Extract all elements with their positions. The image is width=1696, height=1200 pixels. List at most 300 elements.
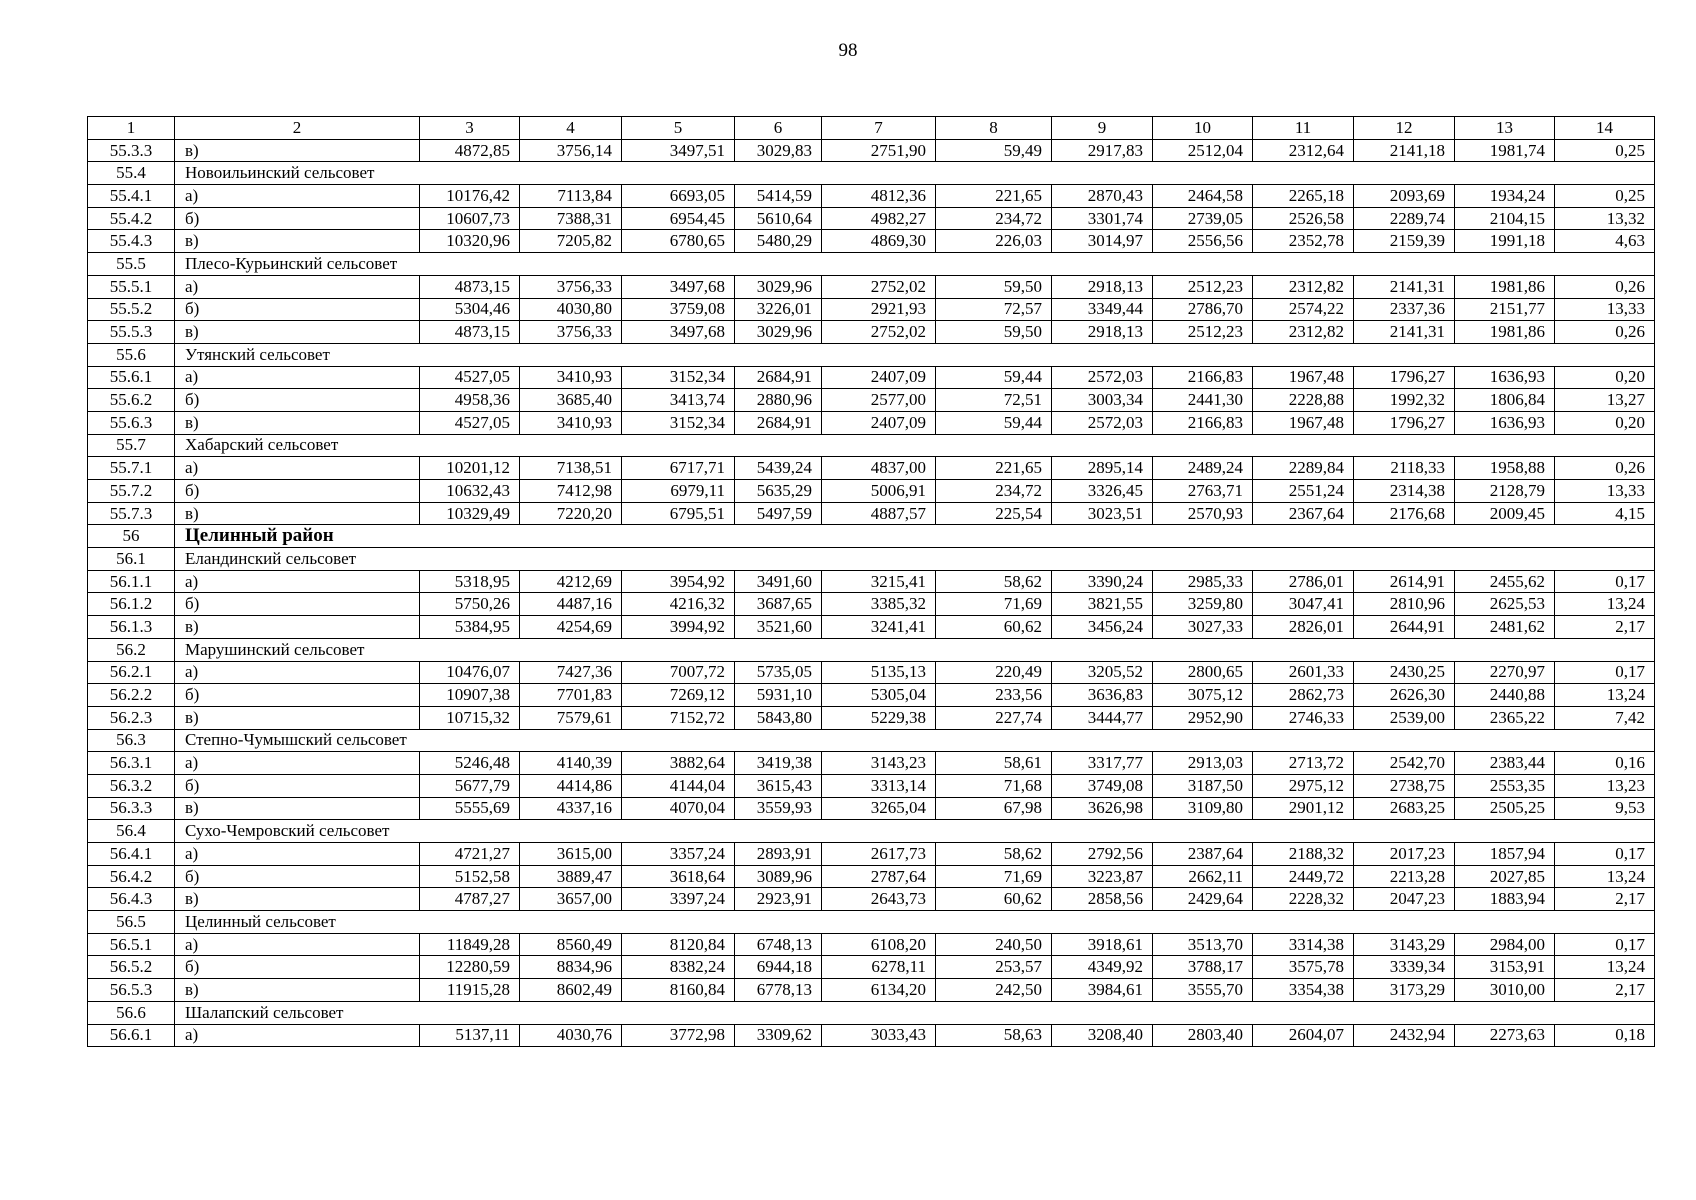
cell-value: 2009,45: [1455, 502, 1555, 525]
row-code: 55.5: [88, 253, 175, 276]
row-code: 55.4.1: [88, 185, 175, 208]
row-label: в): [175, 706, 420, 729]
cell-value: 5750,26: [420, 593, 520, 616]
cell-value: 2017,23: [1354, 843, 1455, 866]
row-label: а): [175, 366, 420, 389]
table-body: [88, 117, 1655, 1047]
cell-value: 4837,00: [822, 457, 936, 480]
cell-value: 3265,04: [822, 797, 936, 820]
cell-value: 2512,23: [1153, 321, 1253, 344]
cell-value: 5246,48: [420, 752, 520, 775]
cell-value: 71,69: [936, 865, 1052, 888]
section-title: Шалапский сельсовет: [175, 1001, 1655, 1024]
cell-value: 2539,00: [1354, 706, 1455, 729]
cell-value: 2787,64: [822, 865, 936, 888]
cell-value: 3023,51: [1052, 502, 1153, 525]
row-code: 55.4: [88, 162, 175, 185]
row-code: 55.5.3: [88, 321, 175, 344]
cell-value: 3143,29: [1354, 933, 1455, 956]
row-code: 56.5.3: [88, 979, 175, 1002]
section-title: Хабарский сельсовет: [175, 434, 1655, 457]
cell-value: 7,42: [1555, 706, 1655, 729]
cell-value: 5305,04: [822, 684, 936, 707]
cell-value: 3152,34: [622, 411, 735, 434]
cell-value: 3313,14: [822, 774, 936, 797]
table-row: [88, 1024, 1655, 1047]
row-code: 55.7.1: [88, 457, 175, 480]
cell-value: 3759,08: [622, 298, 735, 321]
cell-value: 4349,92: [1052, 956, 1153, 979]
table-row: [88, 593, 1655, 616]
cell-value: 7427,36: [520, 661, 622, 684]
cell-value: 2858,56: [1052, 888, 1153, 911]
column-header: 7: [822, 117, 936, 140]
cell-value: 221,65: [936, 457, 1052, 480]
cell-value: 2644,91: [1354, 616, 1455, 639]
cell-value: 2913,03: [1153, 752, 1253, 775]
cell-value: 2449,72: [1253, 865, 1354, 888]
cell-value: 13,32: [1555, 207, 1655, 230]
table-row: [88, 298, 1655, 321]
section-header-row: [88, 820, 1655, 843]
cell-value: 3419,38: [735, 752, 822, 775]
cell-value: 8160,84: [622, 979, 735, 1002]
cell-value: 3010,00: [1455, 979, 1555, 1002]
cell-value: 3003,34: [1052, 389, 1153, 412]
cell-value: 2739,05: [1153, 207, 1253, 230]
cell-value: 59,49: [936, 139, 1052, 162]
row-label: а): [175, 933, 420, 956]
cell-value: 10715,32: [420, 706, 520, 729]
cell-value: 7388,31: [520, 207, 622, 230]
cell-value: 13,33: [1555, 480, 1655, 503]
cell-value: 2786,01: [1253, 570, 1354, 593]
cell-value: 3259,80: [1153, 593, 1253, 616]
cell-value: 8382,24: [622, 956, 735, 979]
cell-value: 4527,05: [420, 411, 520, 434]
section-title: Новоильинский сельсовет: [175, 162, 1655, 185]
cell-value: 1806,84: [1455, 389, 1555, 412]
section-title: Утянский сельсовет: [175, 343, 1655, 366]
row-label: а): [175, 843, 420, 866]
cell-value: 2273,63: [1455, 1024, 1555, 1047]
row-label: в): [175, 502, 420, 525]
cell-value: 2918,13: [1052, 275, 1153, 298]
row-code: 55.4.3: [88, 230, 175, 253]
cell-value: 3226,01: [735, 298, 822, 321]
cell-value: 4144,04: [622, 774, 735, 797]
cell-value: 3326,45: [1052, 480, 1153, 503]
cell-value: 2383,44: [1455, 752, 1555, 775]
cell-value: 2429,64: [1153, 888, 1253, 911]
cell-value: 60,62: [936, 888, 1052, 911]
cell-value: 4,63: [1555, 230, 1655, 253]
row-code: 56.4.2: [88, 865, 175, 888]
cell-value: 58,61: [936, 752, 1052, 775]
cell-value: 3521,60: [735, 616, 822, 639]
cell-value: 0,17: [1555, 933, 1655, 956]
column-header: 6: [735, 117, 822, 140]
row-code: 55.5.2: [88, 298, 175, 321]
cell-value: 2166,83: [1153, 411, 1253, 434]
cell-value: 4721,27: [420, 843, 520, 866]
cell-value: 4872,85: [420, 139, 520, 162]
column-header: 2: [175, 117, 420, 140]
cell-value: 3954,92: [622, 570, 735, 593]
cell-value: 3410,93: [520, 366, 622, 389]
row-label: в): [175, 616, 420, 639]
row-label: б): [175, 684, 420, 707]
cell-value: 2614,91: [1354, 570, 1455, 593]
row-label: б): [175, 774, 420, 797]
cell-value: 7220,20: [520, 502, 622, 525]
table-row: [88, 956, 1655, 979]
cell-value: 59,44: [936, 411, 1052, 434]
cell-value: 3615,00: [520, 843, 622, 866]
cell-value: 1636,93: [1455, 366, 1555, 389]
table-row: [88, 411, 1655, 434]
cell-value: 6748,13: [735, 933, 822, 956]
cell-value: 2862,73: [1253, 684, 1354, 707]
cell-value: 2166,83: [1153, 366, 1253, 389]
cell-value: 0,17: [1555, 661, 1655, 684]
cell-value: 10201,12: [420, 457, 520, 480]
cell-value: 2713,72: [1253, 752, 1354, 775]
cell-value: 3994,92: [622, 616, 735, 639]
cell-value: 2683,25: [1354, 797, 1455, 820]
row-code: 55.6.3: [88, 411, 175, 434]
cell-value: 1796,27: [1354, 366, 1455, 389]
cell-value: 4070,04: [622, 797, 735, 820]
cell-value: 5229,38: [822, 706, 936, 729]
section-header-row: [88, 1001, 1655, 1024]
cell-value: 4787,27: [420, 888, 520, 911]
cell-value: 59,50: [936, 275, 1052, 298]
row-code: 56.2.3: [88, 706, 175, 729]
row-label: б): [175, 389, 420, 412]
cell-value: 2684,91: [735, 366, 822, 389]
tariff-table: [87, 116, 1655, 1047]
cell-value: 3555,70: [1153, 979, 1253, 1002]
section-header-row: [88, 253, 1655, 276]
cell-value: 3984,61: [1052, 979, 1153, 1002]
cell-value: 3301,74: [1052, 207, 1153, 230]
row-code: 56.3: [88, 729, 175, 752]
cell-value: 2662,11: [1153, 865, 1253, 888]
cell-value: 2738,75: [1354, 774, 1455, 797]
cell-value: 6134,20: [822, 979, 936, 1002]
cell-value: 0,25: [1555, 139, 1655, 162]
cell-value: 7269,12: [622, 684, 735, 707]
section-header-row: [88, 548, 1655, 571]
table-row: [88, 570, 1655, 593]
table-row: [88, 888, 1655, 911]
cell-value: 67,98: [936, 797, 1052, 820]
cell-value: 3756,33: [520, 275, 622, 298]
cell-value: 5006,91: [822, 480, 936, 503]
cell-value: 3497,68: [622, 321, 735, 344]
row-code: 56.6: [88, 1001, 175, 1024]
cell-value: 2213,28: [1354, 865, 1455, 888]
cell-value: 1857,94: [1455, 843, 1555, 866]
cell-value: 2893,91: [735, 843, 822, 866]
cell-value: 2440,88: [1455, 684, 1555, 707]
cell-value: 2128,79: [1455, 480, 1555, 503]
column-header: 14: [1555, 117, 1655, 140]
cell-value: 4337,16: [520, 797, 622, 820]
cell-value: 2551,24: [1253, 480, 1354, 503]
row-code: 56.5: [88, 911, 175, 934]
column-header: 13: [1455, 117, 1555, 140]
cell-value: 6717,71: [622, 457, 735, 480]
cell-value: 5635,29: [735, 480, 822, 503]
cell-value: 7412,98: [520, 480, 622, 503]
cell-value: 1967,48: [1253, 411, 1354, 434]
row-label: в): [175, 888, 420, 911]
table-row: [88, 480, 1655, 503]
cell-value: 240,50: [936, 933, 1052, 956]
row-code: 56.2.1: [88, 661, 175, 684]
row-code: 56.5.1: [88, 933, 175, 956]
cell-value: 13,24: [1555, 865, 1655, 888]
cell-value: 3788,17: [1153, 956, 1253, 979]
cell-value: 4414,86: [520, 774, 622, 797]
cell-value: 1981,74: [1455, 139, 1555, 162]
section-title: Степно-Чумышский сельсовет: [175, 729, 1655, 752]
cell-value: 7152,72: [622, 706, 735, 729]
column-header: 4: [520, 117, 622, 140]
cell-value: 4030,80: [520, 298, 622, 321]
cell-value: 0,20: [1555, 366, 1655, 389]
cell-value: 3029,96: [735, 275, 822, 298]
cell-value: 3349,44: [1052, 298, 1153, 321]
cell-value: 2826,01: [1253, 616, 1354, 639]
column-header: 5: [622, 117, 735, 140]
row-label: а): [175, 275, 420, 298]
cell-value: 2617,73: [822, 843, 936, 866]
cell-value: 2792,56: [1052, 843, 1153, 866]
cell-value: 59,44: [936, 366, 1052, 389]
table-row: [88, 797, 1655, 820]
cell-value: 4254,69: [520, 616, 622, 639]
cell-value: 7701,83: [520, 684, 622, 707]
cell-value: 4,15: [1555, 502, 1655, 525]
cell-value: 226,03: [936, 230, 1052, 253]
table-row: [88, 774, 1655, 797]
cell-value: 2803,40: [1153, 1024, 1253, 1047]
cell-value: 2441,30: [1153, 389, 1253, 412]
cell-value: 1981,86: [1455, 275, 1555, 298]
cell-value: 3205,52: [1052, 661, 1153, 684]
section-title: Сухо-Чемровский сельсовет: [175, 820, 1655, 843]
table-row: [88, 207, 1655, 230]
cell-value: 2923,91: [735, 888, 822, 911]
row-label: а): [175, 570, 420, 593]
cell-value: 0,26: [1555, 275, 1655, 298]
cell-value: 11849,28: [420, 933, 520, 956]
table-row: [88, 389, 1655, 412]
cell-value: 3772,98: [622, 1024, 735, 1047]
row-label: в): [175, 797, 420, 820]
cell-value: 3027,33: [1153, 616, 1253, 639]
row-label: а): [175, 185, 420, 208]
row-code: 55.5.1: [88, 275, 175, 298]
cell-value: 2626,30: [1354, 684, 1455, 707]
cell-value: 2601,33: [1253, 661, 1354, 684]
cell-value: 4487,16: [520, 593, 622, 616]
row-label: а): [175, 1024, 420, 1047]
cell-value: 2572,03: [1052, 411, 1153, 434]
section-title: Целинный сельсовет: [175, 911, 1655, 934]
cell-value: 2289,74: [1354, 207, 1455, 230]
cell-value: 0,17: [1555, 843, 1655, 866]
cell-value: 2512,04: [1153, 139, 1253, 162]
cell-value: 2921,93: [822, 298, 936, 321]
cell-value: 3882,64: [622, 752, 735, 775]
row-code: 56.4.3: [88, 888, 175, 911]
cell-value: 2752,02: [822, 275, 936, 298]
table-row: [88, 843, 1655, 866]
cell-value: 2746,33: [1253, 706, 1354, 729]
cell-value: 3223,87: [1052, 865, 1153, 888]
cell-value: 2918,13: [1052, 321, 1153, 344]
cell-value: 2188,32: [1253, 843, 1354, 866]
cell-value: 2553,35: [1455, 774, 1555, 797]
cell-value: 6278,11: [822, 956, 936, 979]
cell-value: 5931,10: [735, 684, 822, 707]
page-number: 98: [838, 40, 858, 61]
cell-value: 2984,00: [1455, 933, 1555, 956]
cell-value: 12280,59: [420, 956, 520, 979]
cell-value: 3309,62: [735, 1024, 822, 1047]
cell-value: 3685,40: [520, 389, 622, 412]
row-code: 56.2.2: [88, 684, 175, 707]
cell-value: 3215,41: [822, 570, 936, 593]
column-header: 9: [1052, 117, 1153, 140]
cell-value: 0,18: [1555, 1024, 1655, 1047]
cell-value: 1958,88: [1455, 457, 1555, 480]
cell-value: 2387,64: [1153, 843, 1253, 866]
cell-value: 8560,49: [520, 933, 622, 956]
cell-value: 6780,65: [622, 230, 735, 253]
section-header-row: [88, 434, 1655, 457]
row-code: 56.3.2: [88, 774, 175, 797]
row-code: 56.5.2: [88, 956, 175, 979]
cell-value: 2141,31: [1354, 275, 1455, 298]
cell-value: 2752,02: [822, 321, 936, 344]
cell-value: 6795,51: [622, 502, 735, 525]
cell-value: 242,50: [936, 979, 1052, 1002]
cell-value: 4887,57: [822, 502, 936, 525]
table-row: [88, 366, 1655, 389]
cell-value: 2985,33: [1153, 570, 1253, 593]
cell-value: 4527,05: [420, 366, 520, 389]
cell-value: 3173,29: [1354, 979, 1455, 1002]
cell-value: 2577,00: [822, 389, 936, 412]
district-header-row: [88, 525, 1655, 548]
section-header-row: [88, 343, 1655, 366]
cell-value: 3559,93: [735, 797, 822, 820]
section-title: Еландинский сельсовет: [175, 548, 1655, 571]
table-row: [88, 706, 1655, 729]
cell-value: 6979,11: [622, 480, 735, 503]
cell-value: 3410,93: [520, 411, 622, 434]
table-row: [88, 321, 1655, 344]
section-title: Марушинский сельсовет: [175, 638, 1655, 661]
table-header-row: [88, 117, 1655, 140]
cell-value: 1796,27: [1354, 411, 1455, 434]
cell-value: 7138,51: [520, 457, 622, 480]
cell-value: 2176,68: [1354, 502, 1455, 525]
row-label: в): [175, 230, 420, 253]
cell-value: 3354,38: [1253, 979, 1354, 1002]
cell-value: 2542,70: [1354, 752, 1455, 775]
table-row: [88, 139, 1655, 162]
cell-value: 1636,93: [1455, 411, 1555, 434]
cell-value: 6108,20: [822, 933, 936, 956]
section-header-row: [88, 162, 1655, 185]
table-row: [88, 616, 1655, 639]
section-title: Плесо-Курьинский сельсовет: [175, 253, 1655, 276]
row-code: 56.1.1: [88, 570, 175, 593]
cell-value: 2118,33: [1354, 457, 1455, 480]
cell-value: 2643,73: [822, 888, 936, 911]
cell-value: 227,74: [936, 706, 1052, 729]
cell-value: 234,72: [936, 480, 1052, 503]
cell-value: 2952,90: [1153, 706, 1253, 729]
cell-value: 59,50: [936, 321, 1052, 344]
cell-value: 2228,88: [1253, 389, 1354, 412]
cell-value: 5610,64: [735, 207, 822, 230]
cell-value: 6693,05: [622, 185, 735, 208]
cell-value: 2407,09: [822, 366, 936, 389]
cell-value: 5152,58: [420, 865, 520, 888]
cell-value: 221,65: [936, 185, 1052, 208]
cell-value: 13,24: [1555, 684, 1655, 707]
table-row: [88, 275, 1655, 298]
cell-value: 0,25: [1555, 185, 1655, 208]
cell-value: 5497,59: [735, 502, 822, 525]
column-header: 3: [420, 117, 520, 140]
cell-value: 2489,24: [1153, 457, 1253, 480]
cell-value: 3626,98: [1052, 797, 1153, 820]
row-code: 55.7.2: [88, 480, 175, 503]
cell-value: 2800,65: [1153, 661, 1253, 684]
cell-value: 3456,24: [1052, 616, 1153, 639]
table-row: [88, 661, 1655, 684]
cell-value: 3497,51: [622, 139, 735, 162]
cell-value: 8602,49: [520, 979, 622, 1002]
cell-value: 71,68: [936, 774, 1052, 797]
column-header: 8: [936, 117, 1052, 140]
cell-value: 7205,82: [520, 230, 622, 253]
row-label: а): [175, 457, 420, 480]
cell-value: 3413,74: [622, 389, 735, 412]
cell-value: 5137,11: [420, 1024, 520, 1047]
cell-value: 3187,50: [1153, 774, 1253, 797]
cell-value: 10907,38: [420, 684, 520, 707]
cell-value: 58,62: [936, 570, 1052, 593]
cell-value: 3615,43: [735, 774, 822, 797]
row-label: б): [175, 207, 420, 230]
cell-value: 2151,77: [1455, 298, 1555, 321]
cell-value: 3687,65: [735, 593, 822, 616]
cell-value: 3497,68: [622, 275, 735, 298]
row-label: б): [175, 865, 420, 888]
cell-value: 225,54: [936, 502, 1052, 525]
row-label: б): [175, 593, 420, 616]
cell-value: 5735,05: [735, 661, 822, 684]
